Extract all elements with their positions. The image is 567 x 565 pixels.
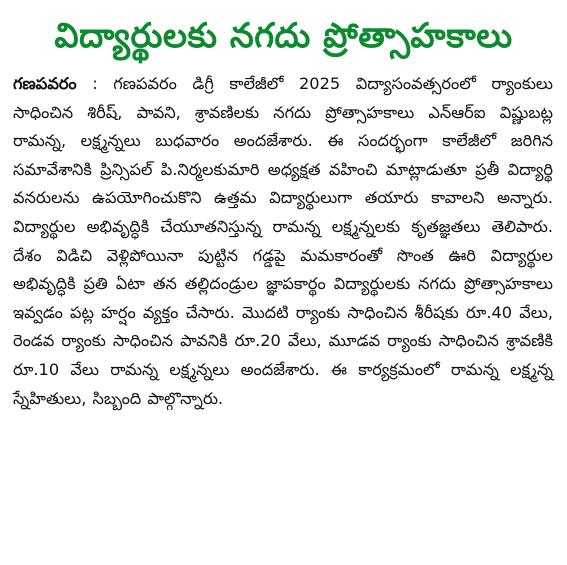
headline: విద్యార్థులకు నగదు ప్రోత్సాహకాలు [54,16,513,56]
article-body [13,70,553,413]
dateline-separator: : [76,74,114,93]
article-text: గణపవరం డిగ్రీ కాలేజీలో 2025 విద్యాసంవత్సరంలో ర్యాంకులు సాధించిన శిరీష్, పావని, శ్రావణిలకు నగదు ప్రోత్సాహకాలు ఎన్‌ఆర్‌ఐ విష్ణుబట్ల రామన్న, లక్ష్మన్నలు బుధవారం అందజేశారు. ఈ సందర్భంగా కాలేజీలో జరిగిన సమావేశానికి ప్రిన్సిపల్ పి.నిర్మలకుమారి అధ్యక్షత వహించి మాట్లాడుతూ ప్రతీ విద్యార్థి వనరులను ఉపయోగించుకొని ఉత్తమ విద్యార్థులుగా తయారు కావాలని అన్నారు. విద్యార్థుల అభివృద్ధికి చేయూతనిస్తున్న రామన్న లక్ష్మన్నలకు కృతజ్ఞతలు తెలిపారు. దేశం విడిచి వెళ్లిపోయినా పుట్టిన గడ్డపై మమకారంతో సొంత ఊరి విద్యార్థుల అభివృద్ధికి ప్రతి ఏటా తన తల్లిదండ్రుల జ్ఞాపకార్థం విద్యార్థులకు నగదు ప్రోత్సాహకాలు ఇవ్వడం పట్ల హర్షం వ్యక్తం చేసారు. మొదటి ర్యాంకు సాధించిన శీరీషకు రూ.40 వేలు, రెండవ ర్యాంకు సాధించిన పావనికి రూ.20 వేలు, మూడవ ర్యాంకు సాధించిన శ్రావణికి రూ.10 వేలు రామన్న లక్ష్మన్నలు అందజేశారు. ఈ కార్యక్రమంలో రామన్న లక్ష్మన్న స్నేహితులు, సిబ్బంది పాల్గొన్నారు. [13,74,553,408]
dateline: గణపవరం [13,74,77,93]
